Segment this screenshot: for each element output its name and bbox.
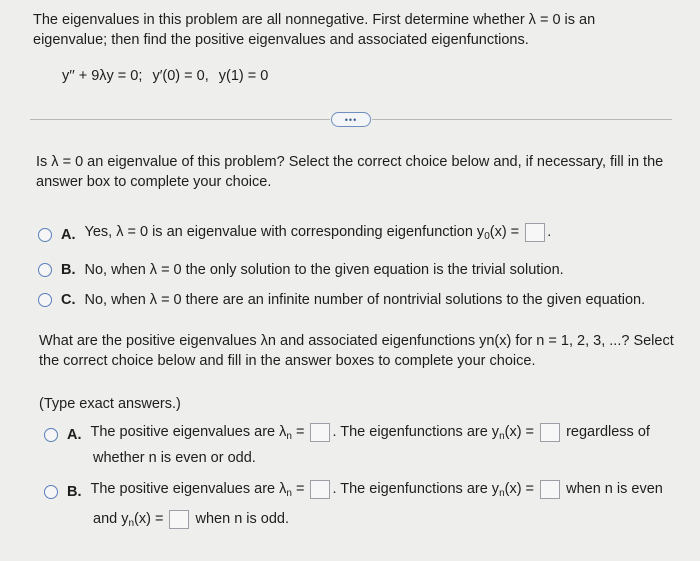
- q2a-eigenvalue-label: The positive eigenvalues are λ: [90, 424, 287, 440]
- q2b-odd-eigenfunction-answer-box[interactable]: [169, 510, 189, 529]
- q2b-odd-text: when n is odd.: [195, 511, 290, 527]
- q1-choice-a-period: .: [547, 224, 552, 240]
- differential-equation: y′′ + 9λy = 0;: [62, 68, 143, 84]
- q2-choice-a-letter: A.: [67, 426, 82, 443]
- q2a-eigenfunction-label: . The eigenfunctions are y: [332, 424, 500, 440]
- exact-answers-note: (Type exact answers.): [39, 396, 181, 412]
- q2-choice-b-line2: [93, 509, 289, 534]
- q2a-eigenfunction-answer-box[interactable]: [540, 423, 560, 442]
- q2-choice-a[interactable]: [44, 422, 650, 447]
- q2b-eigenvalue-label: The positive eigenvalues are λ: [90, 481, 287, 497]
- question-1-text: Is λ = 0 an eigenvalue of this problem? Select the correct choice below and, if necessary, fill in the answer box to complete your choice.: [36, 154, 664, 190]
- q1-choice-a[interactable]: [38, 222, 551, 247]
- q2b-odd-x: (x) =: [134, 511, 164, 527]
- q1-choice-b[interactable]: [38, 260, 564, 280]
- boundary-condition-2: y(1) = 0: [218, 68, 269, 84]
- q1-choice-a-text-before: Yes, λ = 0 is an eigenvalue with corresponding eigenfunction y: [84, 224, 485, 240]
- q2b-eigenfunction-x: (x) =: [504, 481, 535, 497]
- q2b-even-text: when n is even: [566, 481, 663, 497]
- q1-choice-a-subscript: 0: [484, 231, 490, 242]
- q2b-odd-label: and y: [93, 511, 129, 527]
- divider-right: [372, 119, 672, 120]
- q1-choice-a-radio[interactable]: [38, 228, 52, 242]
- problem-intro: The eigenvalues in this problem are all nonnegative. First determine whether λ = 0 is an eigenvalue; then find the positive eigenvalues and associated eigenfunctions.: [33, 12, 596, 48]
- q2-choice-b-letter: B.: [67, 483, 82, 500]
- q2b-odd-subscript: n: [128, 518, 135, 529]
- q1-choice-b-letter: B.: [61, 262, 76, 278]
- q2b-eigenfunction-subscript: n: [499, 488, 505, 499]
- q1-choice-c-radio[interactable]: [38, 293, 52, 307]
- q1-choice-b-radio[interactable]: [38, 263, 52, 277]
- q1-choice-a-text: [85, 222, 552, 247]
- q2-choice-b[interactable]: [44, 479, 663, 504]
- q1-choice-c-text: No, when λ = 0 there are an infinite number of nontrivial solutions to the given equation.: [84, 292, 646, 308]
- q2-choice-b-line1: [91, 479, 663, 504]
- q1-choice-a-letter: A.: [61, 226, 76, 243]
- divider-left: [30, 119, 330, 120]
- q2-choice-a-radio[interactable]: [44, 428, 58, 442]
- q2b-even-eigenfunction-answer-box[interactable]: [540, 480, 560, 499]
- q2a-eigenvalue-subscript: n: [286, 431, 292, 442]
- q1-choice-b-text: No, when λ = 0 the only solution to the given equation is the trivial solution.: [84, 262, 564, 278]
- more-options-button[interactable]: •••: [331, 112, 371, 127]
- q2a-eigenfunction-x: (x) =: [504, 424, 535, 440]
- q2-choice-b-radio[interactable]: [44, 485, 58, 499]
- q2b-eigenfunction-label: . The eigenfunctions are y: [332, 481, 500, 497]
- q2b-eigenvalue-subscript: n: [286, 488, 292, 499]
- q1-eigenfunction-answer-box[interactable]: [525, 223, 545, 242]
- q2-choice-a-line1: [91, 422, 650, 447]
- boundary-condition-1: y′(0) = 0,: [152, 68, 209, 84]
- q2b-eigenvalue-answer-box[interactable]: [310, 480, 330, 499]
- q2b-equals: =: [291, 481, 305, 497]
- q2a-equals: =: [291, 424, 305, 440]
- q1-choice-a-text-after: (x) =: [489, 224, 520, 240]
- q1-choice-c[interactable]: [38, 290, 645, 310]
- q1-choice-c-letter: C.: [61, 292, 76, 308]
- problem-equation: [62, 66, 274, 86]
- q2a-eigenfunction-subscript: n: [499, 431, 505, 442]
- question-2-text: What are the positive eigenvalues λn and associated eigenfunctions yn(x) for n = 1, 2, 3, ...? Select the correct choice below and fill in the answer boxes to complete your choice.: [39, 333, 674, 369]
- q2a-regardless-text: regardless of: [566, 424, 650, 440]
- q2a-eigenvalue-answer-box[interactable]: [310, 423, 330, 442]
- q2-choice-a-line2: whether n is even or odd.: [93, 450, 256, 466]
